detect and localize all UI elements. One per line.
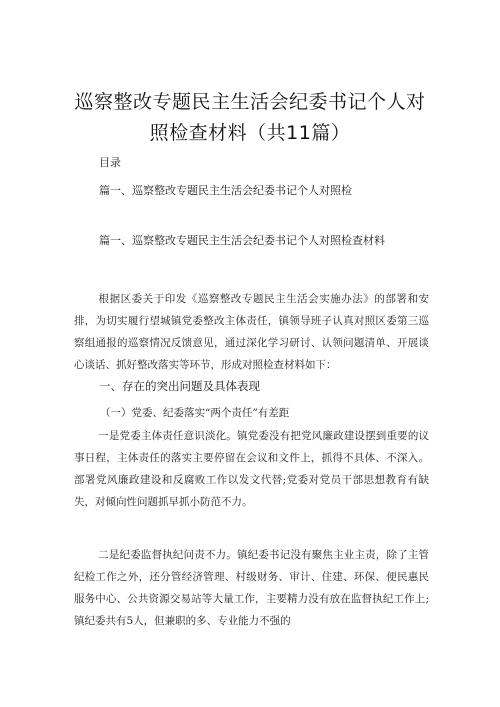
document-title-line-2: 照检查材料（共11篇）	[149, 122, 351, 144]
paragraph-1	[74, 288, 429, 376]
section-1-heading: 一、存在的突出问题及具体表现	[99, 379, 260, 393]
toc-item-1: 篇一、巡察整改专题民主生活会纪委书记个人对照检	[99, 184, 352, 197]
paragraph-3-text: 二是纪委监督执纪问责不力。镇纪委书记没有聚焦主业主责，除了主管纪检工作之外，还分管经济管理、村级财务、审计、住建、环保、便民惠民服务中心、公共资源交易站等大量工作，主要精力没有放在监督执纪工作上;镇纪委共有5人，但兼职的多、专业能力不强的	[74, 549, 429, 627]
paragraph-2	[74, 425, 429, 513]
paragraph-1-text: 根据区委关于印发《巡察整改专题民主生活会实施办法》的部署和安排，为切实履行望城镇党委整改主体责任，镇领导班子认真对照区委第三巡察组通报的巡察情况反馈意见，通过深化学习研讨、认领问题清单、开展谈心谈话、抓好整改落实等环节，形成对照检查材料如下：	[74, 293, 429, 371]
subsection-1-heading: （一）党委、纪委落实“两个责任”有差距	[100, 407, 290, 419]
part-1-heading: 篇一、巡察整改专题民主生活会纪委书记个人对照检查材料	[99, 234, 385, 247]
toc-label: 目录	[99, 156, 121, 169]
document-title-line-1: 巡察整改专题民主生活会纪委书记个人对	[74, 91, 426, 113]
paragraph-2-text: 一是党委主体责任意识淡化。镇党委没有把党风廉政建设摆到重要的议事日程，主体责任的落实主要停留在会议和文件上，抓得不具体、不深入。部署党风廉政建设和反腐败工作以发文代替;党委对党员干部思想教育有缺失，对倾向性问题抓早抓小防范不力。	[74, 430, 429, 508]
paragraph-3	[74, 544, 429, 632]
